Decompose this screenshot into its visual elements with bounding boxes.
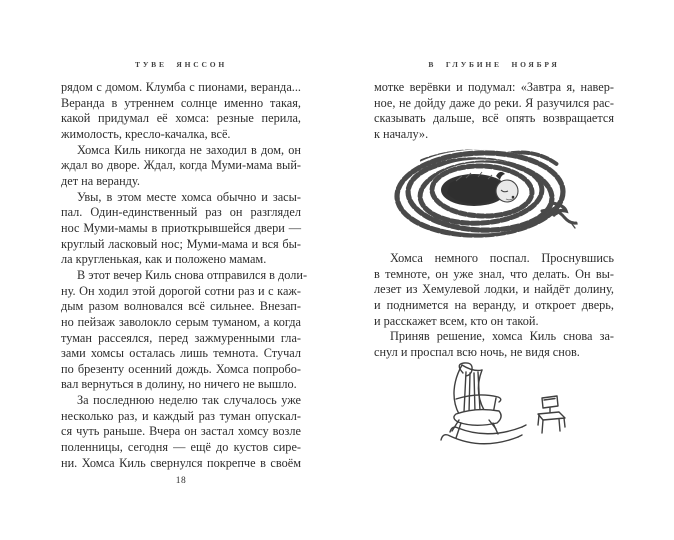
text-line: в темноте, он уже знал, что делать. Он вы- — [374, 266, 614, 281]
text-line: жимолость, кресло-качалка, всё. — [61, 126, 231, 141]
left-page — [61, 0, 308, 540]
right-text-block-bottom — [374, 251, 614, 361]
text-line: Приняв решение, хомса Киль снова за- — [390, 329, 614, 344]
left-running-head: ТУВЕ ЯНССОН — [135, 60, 227, 69]
text-line: ное, не дойду даже до реки. Я разучился рас- — [374, 95, 614, 110]
text-line: к началу». — [374, 126, 429, 141]
text-line: поленницы, сегодня — ещё до кустов сире- — [61, 440, 301, 455]
left-page-number: 18 — [175, 476, 187, 486]
text-line: ла кругленькая, как и положено мамам. — [61, 252, 267, 267]
left-text-block — [61, 80, 308, 471]
text-line: и расскажет всем, кто он такой. — [374, 313, 539, 328]
text-line: ну. Он ходил этой дорогой сотни раз и с каж- — [61, 283, 301, 298]
sleeping-creature-in-rope-coil-illustration — [392, 147, 578, 241]
text-line: рядом с домом. Клумба с пионами, веранда... — [61, 80, 301, 94]
text-line: Хомса немного поспал. Проснувшись — [390, 251, 614, 265]
text-line: пал. Один-единственный раз он разглядел — [61, 205, 301, 220]
text-line: Хомса Киль никогда не заходил в дом, он — [77, 142, 301, 157]
chairs-drawing — [438, 361, 572, 453]
text-line: снул и проспал всю ночь, не видя снов. — [374, 344, 580, 359]
rope-coil-drawing — [392, 147, 578, 241]
text-line: ни. Хомса Киль свернулся покрепче в своём — [61, 455, 301, 470]
text-line: нос Муми-мамы в приоткрывшейся двери — — [61, 220, 301, 235]
small-chair — [538, 396, 565, 433]
text-line: мотке верёвки и подумал: «Завтра я, навер- — [374, 80, 614, 94]
text-line: по брезенту осенний дождь. Хомса попробо- — [61, 361, 301, 376]
text-line: вал вернуться в долину, но ничего не вышло. — [61, 377, 297, 392]
text-line: круглый ласковый нос; Муми-мама и вся бы- — [61, 236, 301, 251]
text-line: туман рассеялся, перед зажмуренными гла- — [61, 330, 301, 345]
text-line: но пейзаж заволокло серым туманом, а когда — [61, 314, 301, 329]
text-line: какой придумал её хомса: резные перила, — [61, 111, 301, 126]
text-line: Увы, в этом месте хомса обычно и засы- — [77, 189, 301, 204]
text-line: ждал во дворе. Ждал, когда Муми-мама вый- — [61, 158, 301, 173]
right-running-head: В ГЛУБИНЕ НОЯБРЯ — [428, 60, 560, 69]
right-text-block-top — [374, 80, 614, 143]
text-line: несколько раз, и каждый раз туман опускал- — [61, 408, 301, 423]
text-line: и поднимется на веранду, и откроет дверь, — [374, 297, 614, 312]
right-page — [374, 0, 614, 540]
text-line: дет на веранду. — [61, 173, 140, 188]
text-line: лезет из Хемулевой лодки, и найдёт долину, — [374, 282, 614, 297]
text-line: дым разом волновался всё сильнее. Внезап- — [61, 299, 301, 314]
text-line: В этот вечер Киль снова отправился в доли- — [77, 267, 308, 282]
rocking-chair-and-small-chair-illustration — [438, 361, 572, 453]
rocking-chair — [441, 363, 526, 444]
text-line: Веранда в утреннем солнце именно такая, — [61, 95, 301, 110]
text-line: ся чуть раньше. Вчера он застал хомсу возле — [61, 424, 301, 439]
text-line: За последнюю неделю так случалось уже — [77, 393, 301, 408]
text-line: зами хомсы осталась лишь темнота. Стучал — [61, 346, 301, 361]
text-line: сказывать дальше, всё опять возвращается — [374, 111, 614, 126]
